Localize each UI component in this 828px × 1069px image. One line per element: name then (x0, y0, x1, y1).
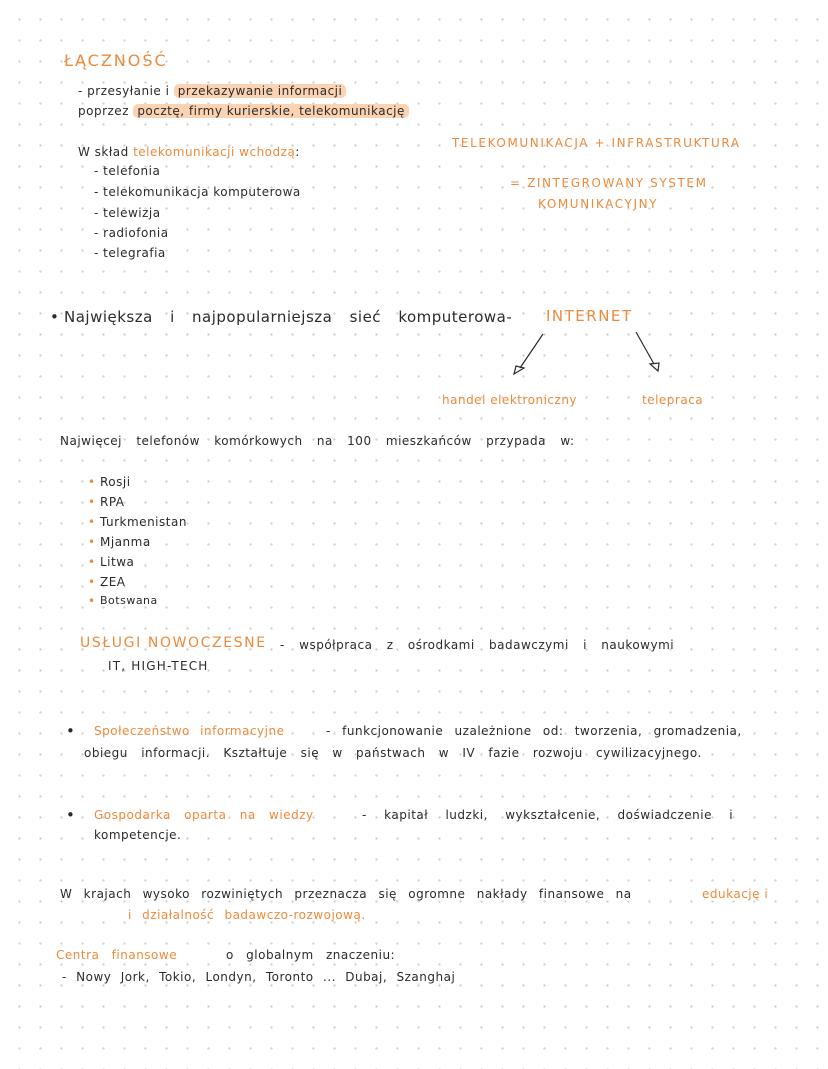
arrow-left-head (514, 366, 524, 374)
definition-highlight-1: przekazywanie informacji (174, 84, 347, 98)
economy-text: - kapitał ludzki, wykształcenie, doświadczenie i (362, 808, 734, 822)
internet-branch-right: telepraca (642, 393, 704, 407)
integrated-line-3: KOMUNIKACYJNY (538, 197, 659, 211)
investment-orange-2: i działalność badawczo-rozwojową. (128, 908, 366, 922)
society-term: Społeczeństwo informacyjne (94, 724, 285, 738)
page-title: ŁĄCZNOŚĆ (64, 51, 168, 70)
economy-line-2: kompetencje. (94, 828, 182, 842)
phones-country: Turkmenistan (100, 515, 187, 529)
telecom-intro-end: : (295, 145, 300, 159)
phones-bullet: • (88, 594, 96, 608)
economy-term: Gospodarka oparta na wiedzy (94, 808, 314, 822)
arrow-left-line (520, 334, 543, 368)
centers-text: o globalnym znaczeniu: (226, 948, 396, 962)
telecom-item: - telekomunikacja komputerowa (94, 185, 301, 199)
arrow-right-line (636, 332, 654, 364)
telecom-item: - telefonia (94, 164, 161, 178)
integrated-line-1: TELEKOMUNIKACJA + INFRASTRUKTURA (452, 136, 741, 150)
phones-country: Rosji (100, 475, 131, 489)
services-term: USŁUGI NOWOCZESNE (80, 635, 267, 651)
definition-prefix-2: poprzez (78, 104, 134, 118)
internet-bullet: • (50, 308, 60, 326)
phones-country: RPA (100, 495, 125, 509)
definition-prefix: - przesyłanie i (78, 84, 174, 98)
centers-term: Centra finansowe (56, 948, 178, 962)
society-text: - funkcjonowanie uzależnione od: tworzenia, gromadzenia, (326, 724, 742, 738)
investment-orange-1: edukację i (702, 887, 769, 901)
society-line-2: obiegu informacji. Kształtuje się w państwach w IV fazie rozwoju cywilizacyjnego. (84, 746, 702, 760)
telecom-intro-text: W skład (78, 145, 129, 159)
phones-country: ZEA (100, 575, 126, 589)
internet-branch-left: handel elektroniczny (442, 393, 578, 407)
economy-bullet: • (66, 806, 76, 824)
telecom-item: - telewizja (94, 206, 161, 220)
telecom-item: - radiofonia (94, 226, 169, 240)
phones-bullet: • (88, 475, 96, 489)
investment-text: W krajach wysoko rozwiniętych przeznacza się ogromne nakłady finansowe na (60, 887, 632, 901)
phones-country: Mjanma (100, 535, 151, 549)
phones-country: Litwa (100, 555, 135, 569)
phones-bullet: • (88, 515, 96, 529)
society-bullet: • (66, 722, 76, 740)
services-line-2: IT, HIGH-TECH (108, 659, 209, 673)
phones-bullet: • (88, 495, 96, 509)
phones-bullet: • (88, 555, 96, 569)
telecom-intro-orange: telekomunikacji wchodzą (133, 145, 296, 159)
phones-heading: Najwięcej telefonów komórkowych na 100 mieszkańców przypada w: (60, 434, 575, 448)
integrated-line-2: = ZINTEGROWANY SYSTEM (510, 176, 708, 190)
telecom-item: - telegrafia (94, 246, 166, 260)
internet-name: INTERNET (546, 307, 633, 325)
centers-list: - Nowy Jork, Tokio, Londyn, Toronto ... Dubaj, Szanghaj (62, 970, 456, 984)
phones-bullet: • (88, 535, 96, 549)
phones-bullet: • (88, 575, 96, 589)
phones-country: Botswana (100, 594, 158, 607)
definition-highlight-2: pocztę, firmy kurierskie, telekomunikację (133, 104, 409, 118)
services-text: - współpraca z ośrodkami badawczymi i naukowymi (280, 638, 675, 652)
arrow-right-head (650, 363, 659, 371)
internet-text: Największa i najpopularniejsza sieć komputerowa- (64, 308, 513, 326)
